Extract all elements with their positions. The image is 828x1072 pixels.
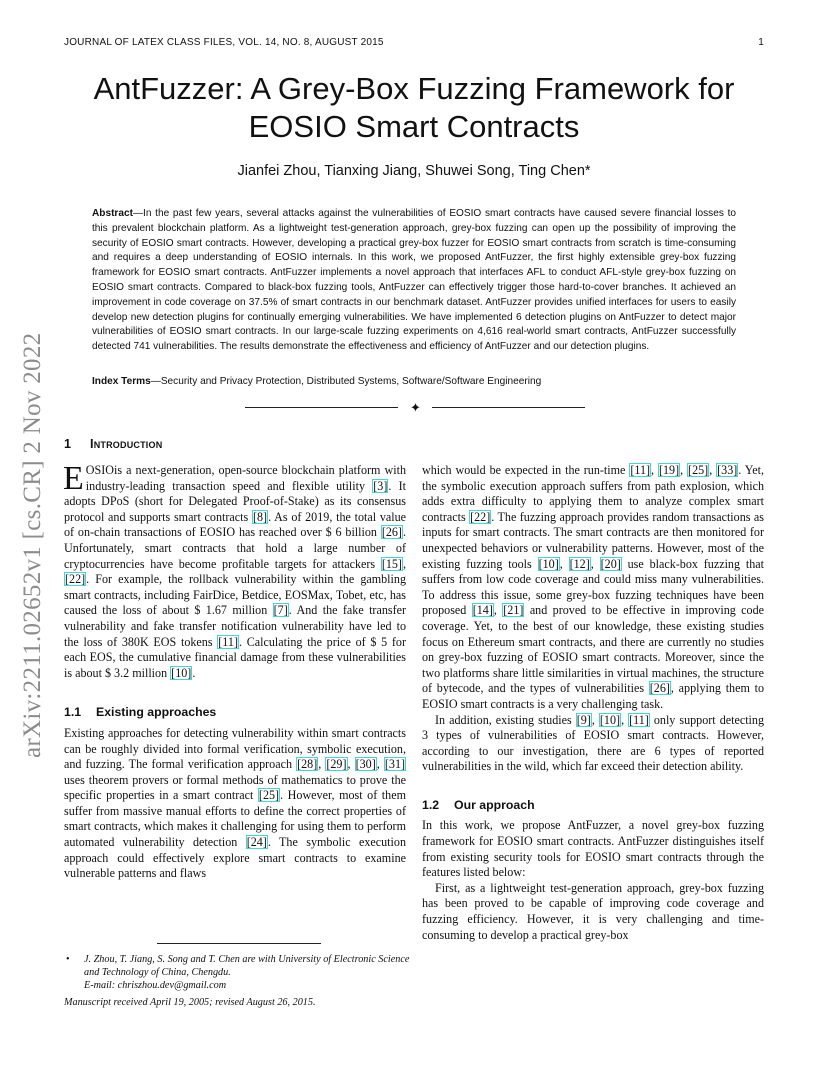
index-terms xyxy=(92,376,736,387)
citation-link[interactable]: [11] xyxy=(630,463,651,477)
abstract xyxy=(92,207,736,355)
right-column xyxy=(422,463,764,943)
citation-link[interactable]: [24] xyxy=(246,835,267,850)
citation-link[interactable]: [12] xyxy=(569,556,590,571)
abstract-text: —In the past few years, several attacks against the vulnerabilities of EOSIO smart contracts have caused severe financial losses to this prevalent blockchain platform. As a lightweight test-generation approach, grey-box fuzzing can open up the possibility of improving the security of EOSIO smart contracts. However, developing a practical grey-box fuzzer for EOSIO smart contracts from scratch is time-consuming and requires a deep understanding of EOSIO internals. In this work, we proposed AntFuzzer, the first highly extensible grey-box fuzzing framework for EOSIO smart contracts. AntFuzzer implements a novel approach that interfaces AFL to conduct AFL-style grey-box fuzzing on EOSIO smart contracts. Compared to black-box fuzzing tools, AntFuzzer can effectively trigger those hard-to-cover branches. It achieved an improvement in code coverage on 37.5% of smart contracts in our benchmark dataset. AntFuzzer provides unified interfaces for users to easily develop new detection plugins for continually emerging vulnerabilities. We have implemented 6 detection plugins on AntFuzzer to detect major vulnerabilities of EOSIO smart contracts. In our large-scale fuzzing experiments on 4,616 real-world smart contracts, AntFuzzer successfully detected 741 vulnerabilities. The results demonstrate the effectiveness and efficiency of AntFuzzer and our detection plugins. xyxy=(92,208,736,353)
page-number: 1 xyxy=(758,37,764,48)
text-run: . xyxy=(192,665,196,680)
citation-link[interactable]: [8] xyxy=(252,509,268,524)
text-run: . The symbolic execution approach could effectively explore smart contracts to examine vulnerable patterns and flaws xyxy=(64,835,406,881)
citation-link[interactable]: [20] xyxy=(600,556,621,571)
footnote-email: E-mail: chriszhou.dev@gmail.com xyxy=(84,980,227,992)
citation-link[interactable]: [15] xyxy=(381,556,402,571)
author-list: Jianfei Zhou, Tianxing Jiang, Shuwei Song, Ting Chen* xyxy=(237,163,591,179)
text-run: , xyxy=(651,463,658,477)
our-approach-paragraph-2: First, as a lightweight test-generation approach, grey-box fuzzing has been proved to be capable of improving code coverage and fuzzing efficiency. However, it is very challenging and time-consuming to develop a practical grey-box xyxy=(422,880,764,942)
text-run: . Calculating the price of $ 5 for each EOS, the cumulative financial damage from these vulnerabilities is about $ 3.2 million xyxy=(64,634,406,680)
citation-link[interactable]: [22] xyxy=(470,509,491,524)
text-run: use black-box fuzzing that suffers from low code coverage and could miss many vulnerabilities. To address this issue, some grey-box fuzzing techniques have been proposed xyxy=(422,556,764,618)
citation-link[interactable]: [10] xyxy=(171,665,192,680)
text-run: and proved to be effective in improving code coverage. Yet, to the best of our knowledge, these existing studies focus on Ethereum smart contracts, and there are currently no studies on grey-box fuzzing of EOSIO smart contracts. Moreover, since the two platforms share little similarities in virtual machines, the structure of bytecode, and the types of vulnerabilities xyxy=(422,603,765,696)
text-run: , xyxy=(493,603,503,618)
text-run: . The fuzzing approach provides random transactions as inputs for smart contracts. The smart contracts are then monitored for unexpected behaviors or vulnerability patterns. However, most of the existing fuzzing tools xyxy=(422,509,764,571)
text-run: , xyxy=(621,712,629,727)
text-run: uses theorem provers or formal methods of mathematics to prove the specific properties in a smart contract xyxy=(64,772,406,803)
footnote-affiliation: J. Zhou, T. Jiang, S. Song and T. Chen are with University of Electronic Science and Technology of China, Chengdu. xyxy=(84,954,410,979)
citation-link[interactable]: [22] xyxy=(65,572,86,587)
text-run: In addition, existing studies xyxy=(435,712,576,727)
citation-link[interactable]: [10] xyxy=(599,712,621,727)
citation-link[interactable]: [29] xyxy=(326,757,347,772)
our-approach-paragraph-1: In this work, we propose AntFuzzer, a novel grey-box fuzzing framework for EOSIO smart contracts. AntFuzzer distinguishes itself from existing security tools for EOSIO smart contracts through the features listed below: xyxy=(422,818,764,880)
citation-link[interactable]: [26] xyxy=(649,681,670,696)
subsection-heading-our-approach xyxy=(422,798,764,814)
author-affiliation-footnote xyxy=(64,953,414,993)
text-run: . Yet, the symbolic execution approach suffers from path explosion, which adds extra difficulty to applying them to analyze complex smart contracts xyxy=(422,463,765,524)
section-heading-introduction xyxy=(64,437,162,451)
divider-line-right xyxy=(432,407,585,408)
subsection-number: 1.2 xyxy=(422,797,440,812)
running-header xyxy=(64,37,764,48)
text-run: . However, most of them suffer from massive manual efforts to define the correct properties of smart contracts, which makes it challenging for using them to perform automated vulnerability detection xyxy=(64,788,406,850)
footnote-bullet: • xyxy=(66,954,70,965)
text-run: . For example, the rollback vulnerability within the gambling smart contracts, including FairDice, Betdice, EOSMax, Tobet, etc, has caused the loss of about $ 1.67 million xyxy=(64,572,406,618)
citation-link[interactable]: [19] xyxy=(658,463,680,477)
paper-title-line-2: EOSIO Smart Contracts xyxy=(248,109,580,144)
text-run: , xyxy=(402,556,406,571)
intro-paragraph-3 xyxy=(422,713,764,775)
text-run: . As of 2019, the total value of on-chain transactions of EOSIO has reached over $ 6 billion xyxy=(64,509,407,540)
citation-link[interactable]: [3] xyxy=(373,478,388,493)
text-run: , xyxy=(347,757,355,772)
manuscript-dates: Manuscript received April 19, 2005; revised August 26, 2015. xyxy=(64,997,316,1008)
text-run: . Unfortunately, smart contracts that hold a large number of cryptocurrencies have become profitable targets for attackers xyxy=(64,525,406,571)
left-column xyxy=(63,460,407,882)
citation-link[interactable]: [33] xyxy=(717,463,738,477)
citation-link[interactable]: [25] xyxy=(258,788,280,803)
citation-link[interactable]: [14] xyxy=(472,603,493,618)
section-title: Introduction xyxy=(90,437,163,451)
text-run: OSIOis a next-generation, open-source blockchain platform with industry-leading transaction speed and flexible utility xyxy=(85,463,406,493)
text-run: Existing approaches for detecting vulnerability within smart contracts can be roughly divided into formal verification, symbolic execution, and fuzzing. The formal verification approach xyxy=(64,725,406,772)
arxiv-identifier: arXiv:2211.02652v1 [cs.CR] 2 Nov 2022 xyxy=(19,332,46,758)
section-number: 1 xyxy=(64,437,72,451)
citation-link[interactable]: [26] xyxy=(381,525,402,540)
citation-link[interactable]: [10] xyxy=(538,556,559,571)
existing-approaches-paragraph xyxy=(64,726,406,882)
footnote-rule xyxy=(157,943,321,944)
text-run: only support detecting 3 types of vulnerabilities of EOSIO smart contracts. However, according to our investigation, there are 6 types of reported vulnerabilities in the wild, which far exceed their detection ability. xyxy=(422,712,765,774)
text-run: , xyxy=(559,556,569,571)
citation-link[interactable]: [9] xyxy=(576,712,591,727)
section-divider xyxy=(245,402,585,414)
text-run: , xyxy=(318,757,326,772)
subsection-title: Existing approaches xyxy=(96,705,217,720)
citation-link[interactable]: [25] xyxy=(688,463,709,477)
index-terms-label: Index Terms xyxy=(92,376,151,387)
text-run: , xyxy=(590,556,600,571)
text-run: which would be expected in the run-time xyxy=(422,463,630,477)
text-run: , xyxy=(680,463,688,477)
citation-link[interactable]: [31] xyxy=(384,757,406,772)
text-run: , xyxy=(376,757,384,772)
text-run: , xyxy=(709,463,717,477)
divider-diamond-icon: ✦ xyxy=(410,400,421,415)
journal-name: JOURNAL OF LATEX CLASS FILES, VOL. 14, NO. 8, AUGUST 2015 xyxy=(64,37,384,48)
drop-cap: E xyxy=(63,460,84,497)
abstract-label: Abstract xyxy=(92,208,133,219)
text-run: , applying them to EOSIO smart contracts is a very challenging task. xyxy=(422,681,764,711)
index-terms-text: —Security and Privacy Protection, Distributed Systems, Software/Software Engineering xyxy=(150,376,542,387)
citation-link[interactable]: [11] xyxy=(218,634,238,649)
citation-link[interactable]: [28] xyxy=(297,757,318,772)
subsection-title: Our approach xyxy=(454,797,535,812)
citation-link[interactable]: [7] xyxy=(273,603,288,618)
intro-paragraph-1 xyxy=(63,460,407,681)
paper-title xyxy=(40,70,788,146)
subsection-number: 1.1 xyxy=(64,705,82,720)
citation-link[interactable]: [11] xyxy=(629,712,649,727)
intro-paragraph-2 xyxy=(422,463,764,713)
text-run: . It adopts DPoS (short for Delegated Proof-of-Stake) as its consensus protocol and supports smart contracts xyxy=(64,478,407,524)
divider-line-left xyxy=(245,407,398,408)
subsection-heading-existing-approaches xyxy=(64,705,406,721)
citation-link[interactable]: [30] xyxy=(355,757,376,772)
paper-title-line-1: AntFuzzer: A Grey-Box Fuzzing Framework for xyxy=(93,71,735,106)
text-run: , xyxy=(591,712,599,727)
citation-link[interactable]: [21] xyxy=(503,603,524,618)
text-run: . And the fake transfer vulnerability and fake transfer notification vulnerability have led to the loss of 380K EOS tokens xyxy=(64,603,406,649)
